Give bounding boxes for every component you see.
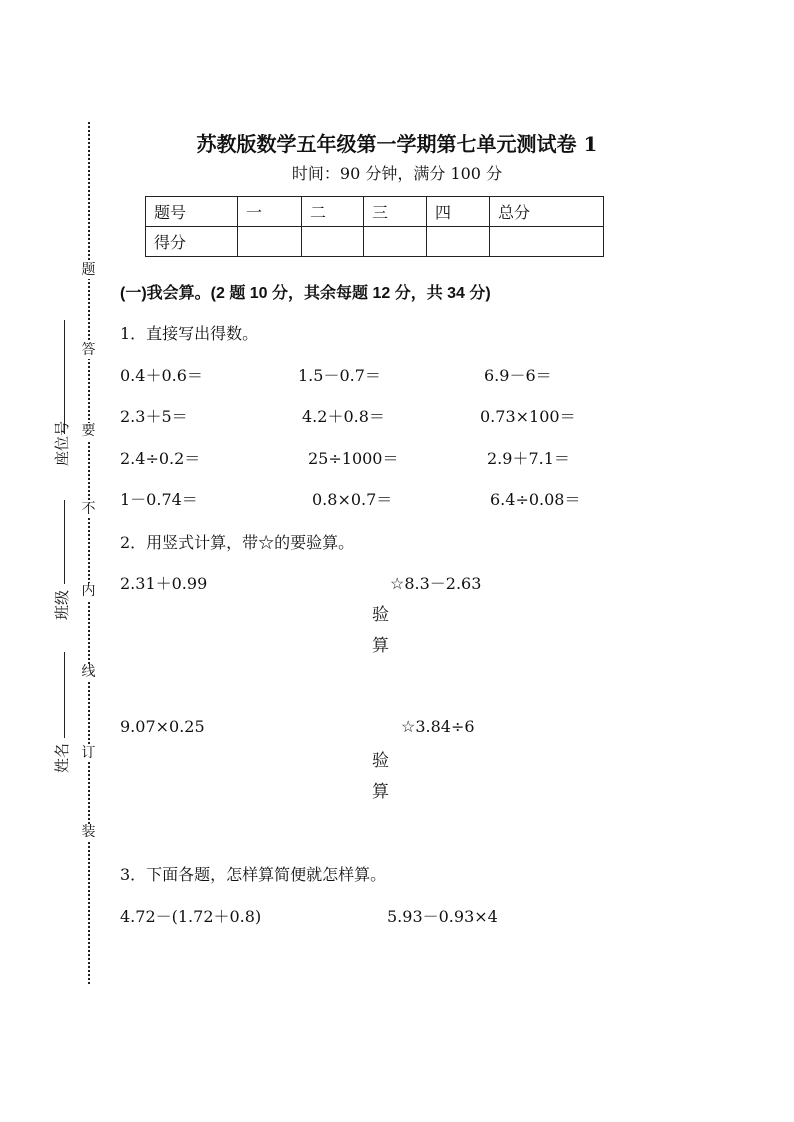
q1-expression: 0.73×100＝ xyxy=(480,407,576,426)
score-cell[interactable] xyxy=(490,227,604,257)
verify-label: 验算 xyxy=(372,751,389,802)
margin-warning-char: 题 xyxy=(81,262,96,278)
score-table-header: 一 xyxy=(238,197,302,227)
score-table-header: 题号 xyxy=(146,197,238,227)
q2-expression: 2.31＋0.99 xyxy=(120,574,208,593)
score-cell[interactable] xyxy=(302,227,364,257)
q1-expression: 1－0.74＝ xyxy=(120,490,198,509)
score-table-header-row xyxy=(146,197,604,227)
q1-expression: 0.8×0.7＝ xyxy=(312,490,393,509)
class-label: 班级 xyxy=(53,589,71,620)
q2-expression: 9.07×0.25 xyxy=(120,717,205,736)
q1-expression: 2.4÷0.2＝ xyxy=(120,449,201,468)
margin-warning-char: 不 xyxy=(81,501,96,517)
margin-warning-char: 要 xyxy=(81,423,96,439)
margin-warning-char: 线 xyxy=(81,664,96,680)
q3-expression: 5.93－0.93×4 xyxy=(387,907,498,926)
q2-expression: ☆3.84÷6 xyxy=(401,717,475,736)
score-table-score-row xyxy=(146,227,604,257)
verify-label: 验算 xyxy=(372,605,389,656)
q1-expression: 2.3＋5＝ xyxy=(120,407,188,426)
section-heading: (一)我会算。(2 题 10 分，其余每题 12 分，共 34 分) xyxy=(120,285,491,302)
score-table xyxy=(145,196,604,257)
question-1-label: 1．直接写出得数。 xyxy=(120,324,259,343)
score-table-header: 四 xyxy=(427,197,490,227)
q2-expression: ☆8.3－2.63 xyxy=(390,574,482,593)
margin-warning-char: 装 xyxy=(81,824,96,840)
q1-expression: 0.4＋0.6＝ xyxy=(120,366,203,385)
score-table-header: 总分 xyxy=(490,197,604,227)
margin-warning-char: 内 xyxy=(81,583,96,599)
q1-expression: 6.4÷0.08＝ xyxy=(490,490,581,509)
q1-expression: 2.9＋7.1＝ xyxy=(487,449,570,468)
name-label: 姓名 xyxy=(53,742,71,773)
q3-expression: 4.72－(1.72＋0.8) xyxy=(120,907,262,926)
score-cell[interactable] xyxy=(364,227,427,257)
seat-number-line[interactable] xyxy=(64,320,65,434)
margin-warning-char: 订 xyxy=(81,745,96,761)
question-3-label: 3．下面各题，怎样算简便就怎样算。 xyxy=(120,865,387,884)
exam-time-info: 时间：90 分钟，满分 100 分 xyxy=(291,164,503,183)
q1-expression: 6.9－6＝ xyxy=(484,366,552,385)
score-table-header: 三 xyxy=(364,197,427,227)
q1-expression: 4.2＋0.8＝ xyxy=(302,407,385,426)
class-line[interactable] xyxy=(64,500,65,584)
name-line[interactable] xyxy=(64,652,65,738)
score-row-label: 得分 xyxy=(146,227,238,257)
question-2-label: 2．用竖式计算，带☆的要验算。 xyxy=(120,533,355,552)
page-title: 苏教版数学五年级第一学期第七单元测试卷 1 xyxy=(196,132,598,156)
q1-expression: 25÷1000＝ xyxy=(308,449,399,468)
margin-warning-char: 答 xyxy=(81,342,96,358)
q1-expression: 1.5－0.7＝ xyxy=(298,366,381,385)
seat-number-label: 座位号 xyxy=(53,420,71,466)
binding-dotted-line xyxy=(88,122,90,984)
score-cell[interactable] xyxy=(238,227,302,257)
score-table-header: 二 xyxy=(302,197,364,227)
score-cell[interactable] xyxy=(427,227,490,257)
